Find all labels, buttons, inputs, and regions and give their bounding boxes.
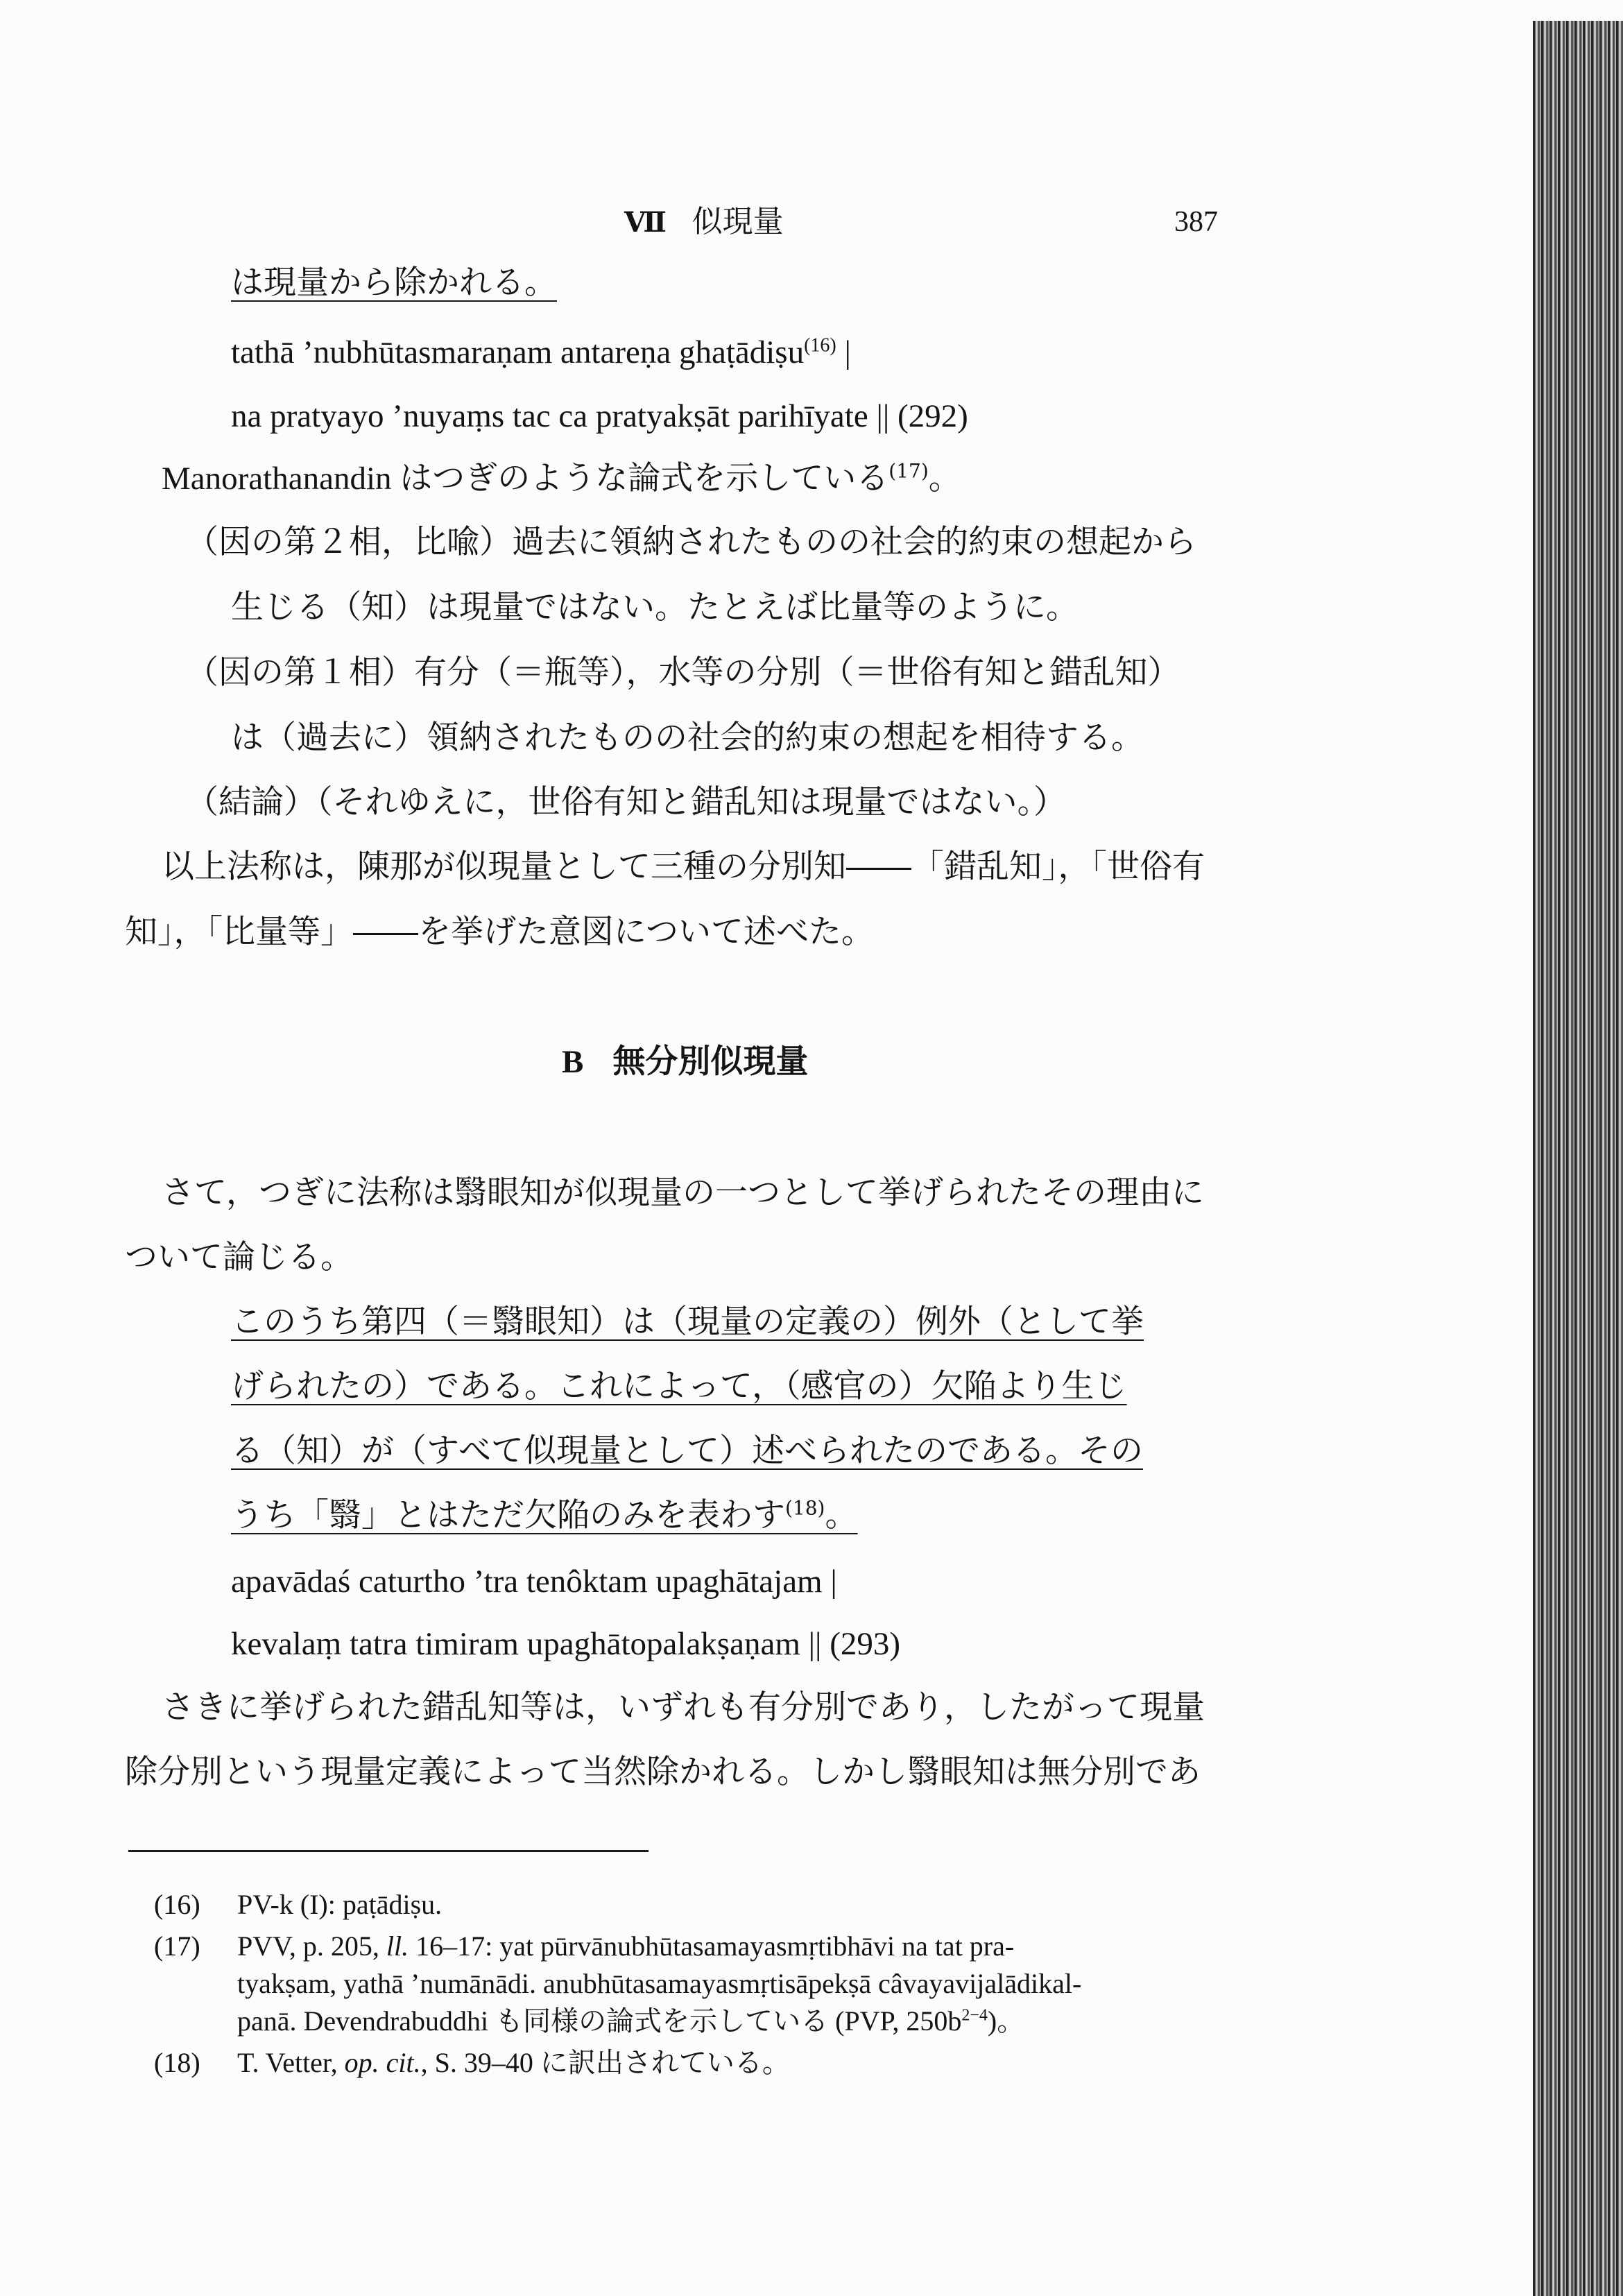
verse-line-293b: kevalaṃ tatra timiram upaghātopalakṣaṇam || (293) xyxy=(231,1626,900,1662)
quote-line-4 xyxy=(231,1495,857,1536)
verse-danda: | xyxy=(836,334,851,370)
section-title: 無分別似現量 xyxy=(612,1043,809,1081)
footnote-text: 16–17: yat pūrvānubhūtasamayasmṛtibhāvi na tat pra- xyxy=(409,1930,1015,1962)
footnote-separator xyxy=(128,1850,649,1852)
line-text: Manorathanandin はつぎのような論式を示している xyxy=(162,461,889,497)
quote-end: 。 xyxy=(825,1496,858,1534)
text-line-20: さきに挙げられた錯乱知等は，いずれも有分別であり，したがって現量 xyxy=(162,1688,1205,1727)
footnote-text: T. Vetter, xyxy=(237,2047,345,2078)
text-line-21: 除分別という現量定義によって当然除かれる。しかし翳眼知は無分別であ xyxy=(125,1753,1201,1791)
footnote-ref-17[interactable]: (17) xyxy=(888,459,929,483)
footnote-ref-16[interactable]: (16) xyxy=(804,334,836,357)
text-line-13: ついて論じる。 xyxy=(125,1238,353,1276)
footnote-italic: ll. xyxy=(386,1930,409,1962)
quote-line-2: げられたの）である。これによって，（感官の）欠陥より生じ xyxy=(231,1367,1127,1405)
syllogism-line-1: （因の第２相，比喩）過去に領納されたものの社会的約束の想起から xyxy=(186,523,1196,561)
verse-text: tathā ’nubhūtasmaraṇam antareṇa ghaṭādiṣu xyxy=(231,334,805,370)
footnote-17 xyxy=(154,1928,1014,1964)
footnote-text: , S. 39–40 に訳出されている。 xyxy=(420,2047,790,2078)
footnote-number: (18) xyxy=(154,2047,200,2078)
running-header xyxy=(624,200,784,243)
footnote-18 xyxy=(154,2045,790,2081)
syllogism-conclusion: （結論）（それゆえに，世俗有知と錯乱知は現量ではない。） xyxy=(186,783,1066,821)
quote-line-1: このうち第四（＝翳眼知）は（現量の定義の）例外（として挙 xyxy=(231,1303,1144,1341)
section-heading xyxy=(562,1040,808,1083)
text-line-4 xyxy=(162,458,961,499)
line-end: 。 xyxy=(928,459,961,497)
quote-text: うち「翳」とはただ欠陥のみを表わす xyxy=(231,1496,785,1534)
page-number: 387 xyxy=(1174,206,1218,238)
verse-line-293a: apavādaś caturtho ’tra tenôktam upaghātajam | xyxy=(231,1563,837,1600)
footnote-text: PVV, p. 205, xyxy=(237,1930,386,1962)
text-line-1: は現量から除かれる。 xyxy=(231,264,557,302)
quote-line-3: る（知）が（すべて似現量として）述べられたのである。その xyxy=(231,1432,1144,1470)
text-line-10: 以上法称は，陳那が似現量として三種の分別知――「錯乱知」，「世俗有 xyxy=(162,848,1205,886)
footnote-17-cont-1: tyakṣam, yathā ’numānādi. anubhūtasamayasmṛtisāpekṣā câvayavijalādikal- xyxy=(237,1968,1082,1999)
syllogism-line-4: は（過去に）領納されたものの社会的約束の想起を相待する。 xyxy=(231,719,1144,757)
footnote-17-cont-2 xyxy=(237,2003,1024,2039)
footnote-16 xyxy=(154,1887,442,1923)
book-spine-edge xyxy=(1533,21,1623,2296)
text-line-12: さて，つぎに法称は翳眼知が似現量の一つとして挙げられたその理由に xyxy=(162,1174,1205,1212)
text-line-11: 知」，「比量等」――を挙げた意図について述べた。 xyxy=(125,913,875,951)
section-letter: B xyxy=(562,1044,584,1080)
footnote-ref-18[interactable]: (18) xyxy=(785,1496,825,1520)
footnote-number: (16) xyxy=(154,1889,200,1920)
footnote-text: panā. Devendrabuddhi も同様の論式を示している (PVP, 250b xyxy=(237,2005,962,2037)
footnote-text: )。 xyxy=(987,2005,1025,2037)
footnote-number: (17) xyxy=(154,1930,200,1962)
syllogism-line-3: （因の第１相）有分（＝瓶等），水等の分別（＝世俗有知と錯乱知） xyxy=(186,653,1180,692)
verse-line-292b: na pratyayo ’nuyaṃs tac ca pratyakṣāt parihīyate || (292) xyxy=(231,398,968,434)
footnote-superscript: 2−4 xyxy=(961,2006,988,2025)
footnote-text: PV-k (I): paṭādiṣu. xyxy=(237,1889,443,1920)
footnote-italic: op. cit. xyxy=(344,2047,421,2078)
chapter-numeral: Ⅶ xyxy=(624,206,667,239)
syllogism-line-2: 生じる（知）は現量ではない。たとえば比量等のように。 xyxy=(231,588,1079,626)
verse-line-292a xyxy=(231,332,851,373)
chapter-title: 似現量 xyxy=(692,204,784,239)
